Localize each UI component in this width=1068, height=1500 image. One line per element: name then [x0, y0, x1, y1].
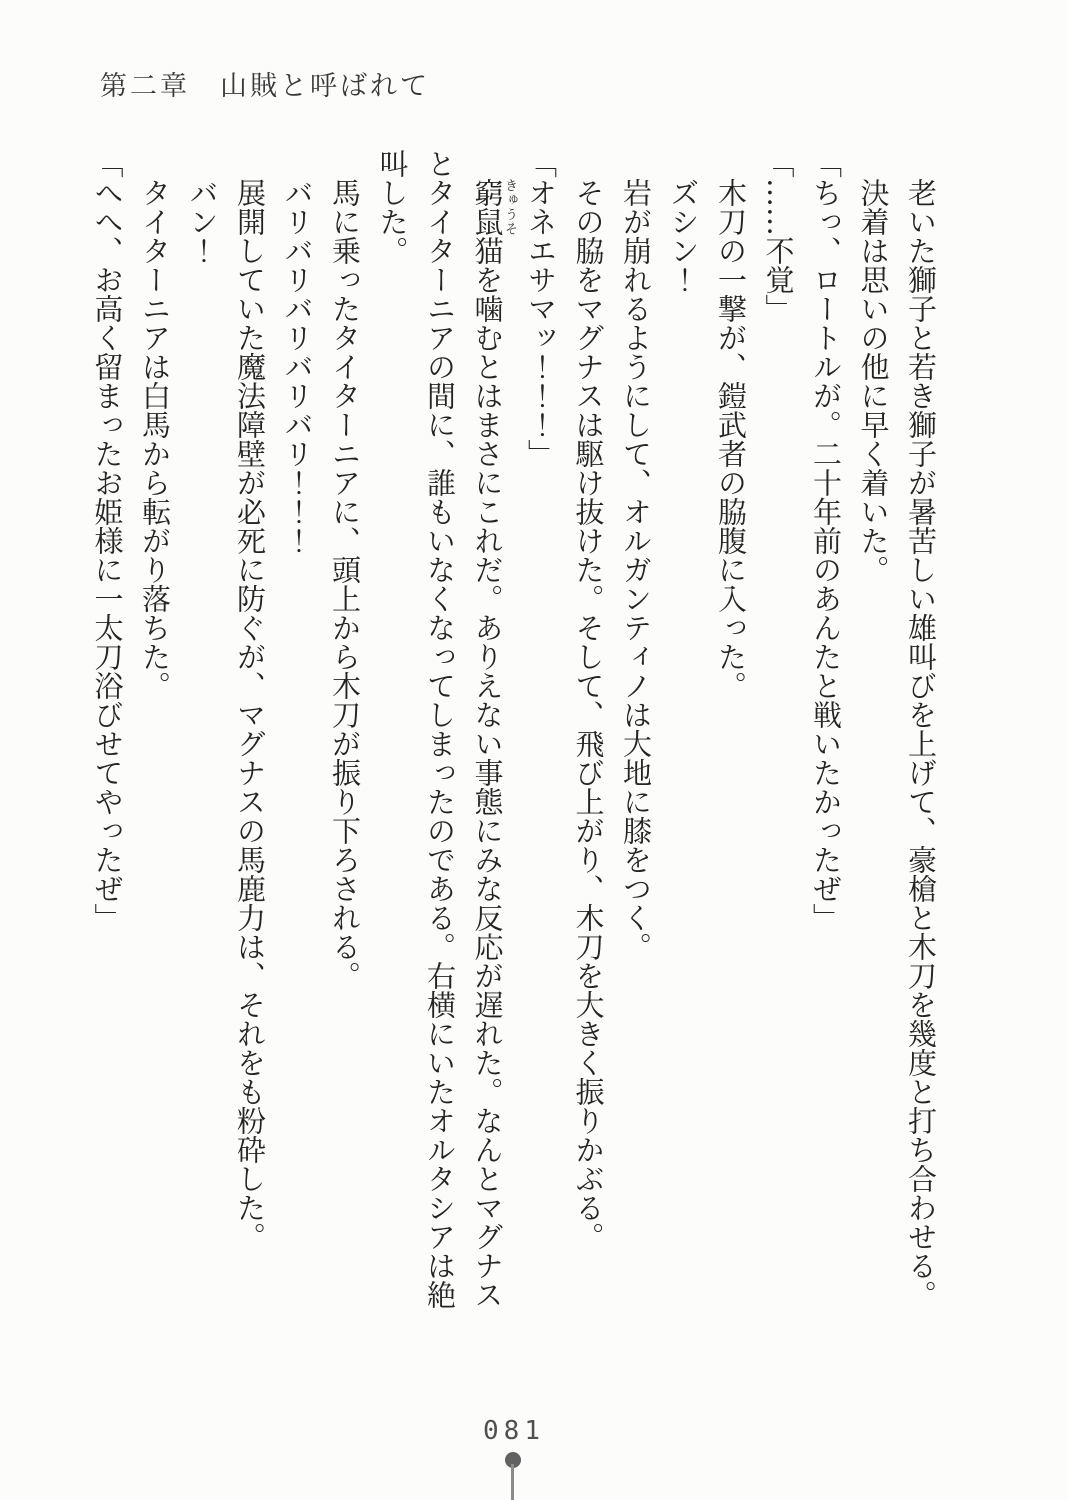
- paragraph: 「へへ、お高く留まったお姫様に一太刀浴びせてやったぜ」: [90, 149, 125, 932]
- ruby-annotated-word: 窮鼠きゅうそ: [470, 178, 517, 236]
- chapter-header: 第二章 山賊と呼ばれて: [100, 71, 430, 102]
- page-marker-line: [511, 1464, 514, 1500]
- paragraph: バリバリバリバリバリ！！！: [280, 178, 315, 555]
- paragraph: 「オネエサマッ！！！」: [524, 149, 558, 468]
- paragraph: 窮鼠きゅうそ猫を噛むとはまさにこれだ。ありえない事態にみな反応が遅れた。なんとマグナスとタイターニアの間に、誰もいなくなってしまったのである。右横にいたオルタシアは絶叫した。: [375, 149, 517, 1309]
- paragraph: 馬に乗ったタイターニアに、頭上から木刀が振り下ろされる。: [328, 178, 362, 990]
- paragraph: タイターニアは白馬から転がり落ちた。: [138, 178, 172, 700]
- paragraph: その脇をマグナスは駆け抜けた。そして、飛び上がり、木刀を大きく振りかぶる。: [571, 178, 606, 1251]
- paragraph: 木刀の一撃が、鎧武者の脇腹に入った。: [714, 178, 748, 700]
- paragraph: 「ちっ、ロートルが。二十年前のあんたと戦いたかったぜ」: [809, 149, 843, 932]
- paragraph: バン！: [185, 178, 220, 265]
- paragraph: ズシン！: [666, 178, 701, 294]
- page-number: 081: [483, 1416, 545, 1446]
- paragraph: 老いた獅子と若き獅子が暑苦しい雄叫びを上げて、豪槍と木刀を幾度と打ち合わせる。: [904, 178, 938, 1309]
- paragraph: 岩が崩れるようにして、オルガンティノは大地に膝をつく。: [619, 178, 653, 961]
- paragraph: 決着は思いの他に早く着いた。: [856, 178, 891, 584]
- paragraph: 展開していた魔法障壁が必死に防ぐが、マグナスの馬鹿力は、それをも粉砕した。: [233, 178, 267, 1251]
- body-text: [82, 149, 944, 1319]
- paragraph: 「……不覚」: [761, 149, 796, 323]
